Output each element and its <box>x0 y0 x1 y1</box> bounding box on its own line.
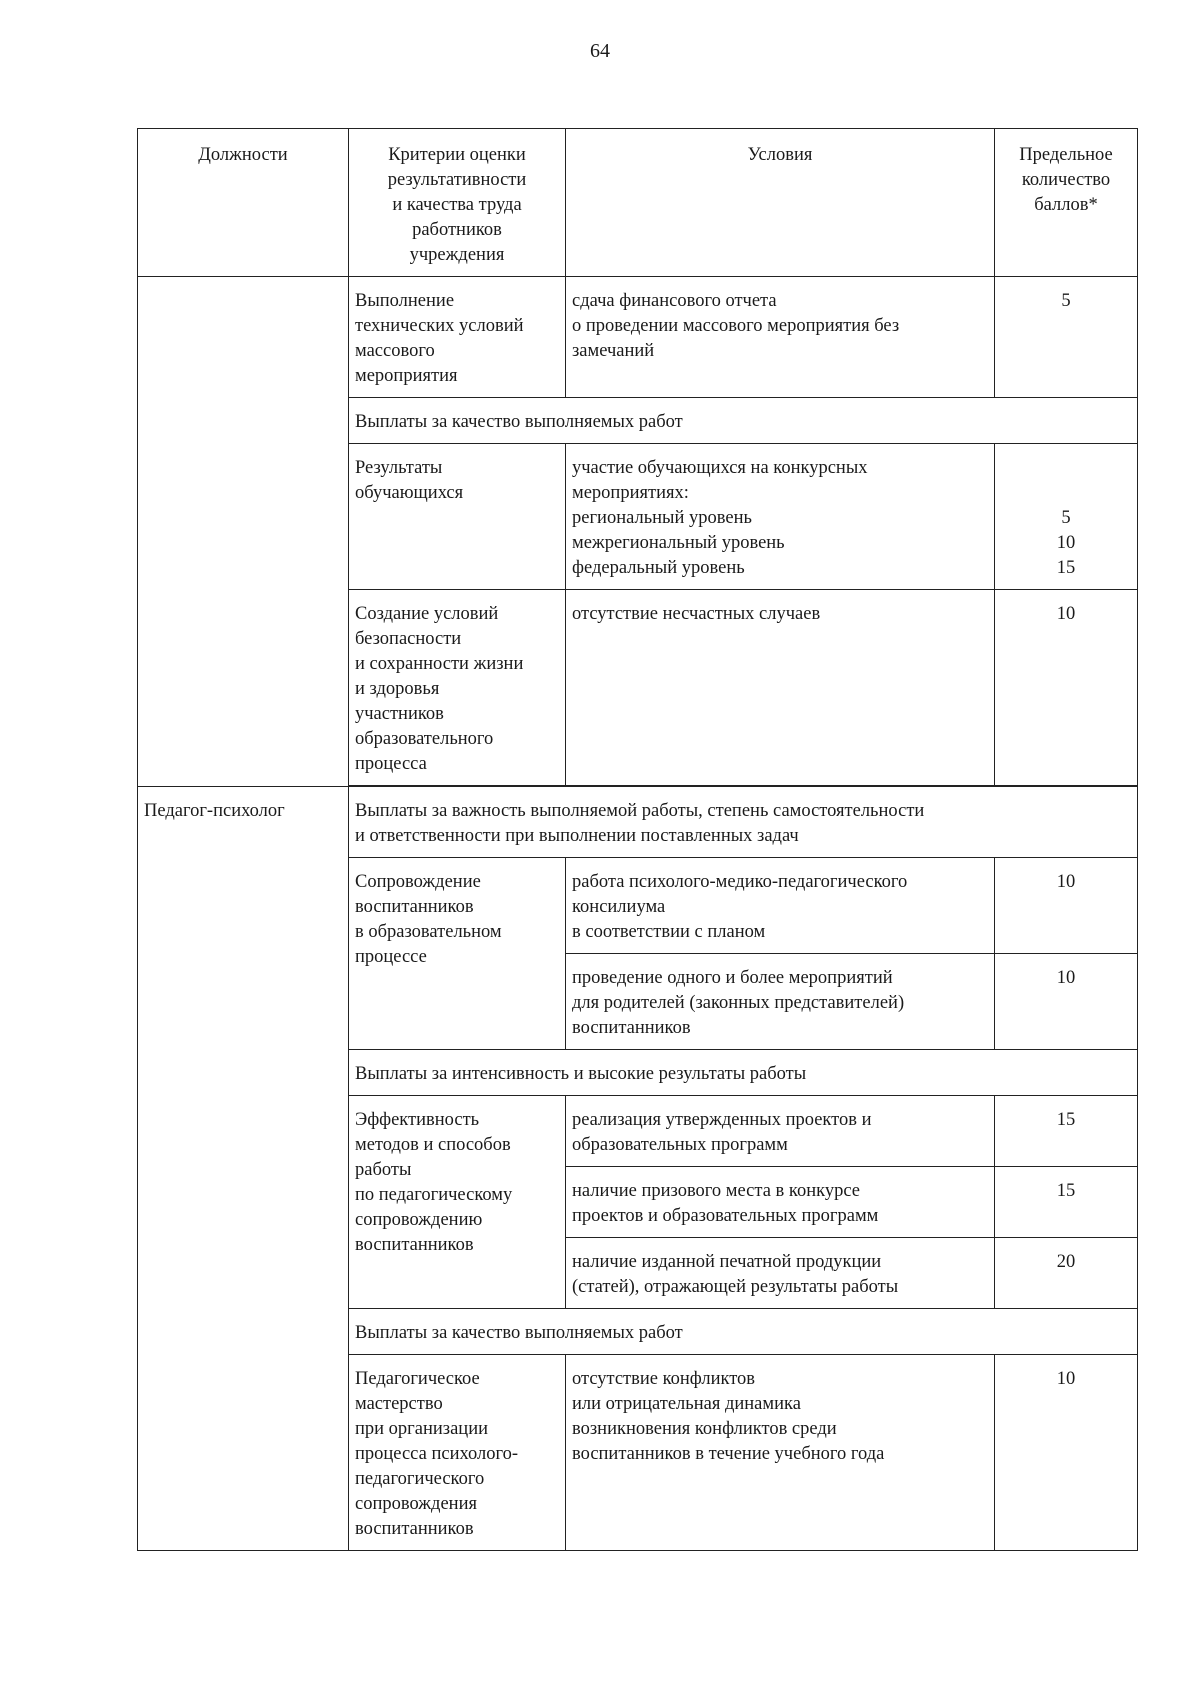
condition-cell <box>566 277 995 398</box>
condition-cell <box>566 590 995 786</box>
criterion-line: воспитанников <box>355 1519 474 1539</box>
condition-line: сдача финансового отчета <box>572 291 777 311</box>
criterion-line: Педагогическое <box>355 1369 480 1389</box>
condition-cell <box>566 858 995 954</box>
condition-line: для родителей (законных представителей) <box>572 993 905 1013</box>
criterion-cell <box>349 1096 566 1309</box>
criterion-line: при организации <box>355 1419 488 1439</box>
header-criteria-line: учреждения <box>409 245 505 265</box>
section-row <box>138 787 1138 858</box>
condition-cell <box>566 954 995 1050</box>
criterion-line: обучающихся <box>355 483 464 503</box>
condition-line: проведение одного и более мероприятий <box>572 968 893 988</box>
header-criteria-line: работников <box>412 220 502 240</box>
header-conditions: Условия <box>566 129 995 277</box>
points-gap <box>1001 481 1131 506</box>
header-criteria-line: Критерии оценки <box>388 145 526 165</box>
table-header-row <box>138 129 1138 277</box>
condition-line: отсутствие несчастных случаев <box>572 604 821 624</box>
condition-line: отсутствие конфликтов <box>572 1369 756 1389</box>
criterion-line: участников <box>355 704 444 724</box>
header-position: Должности <box>138 129 349 277</box>
criterion-line: в образовательном <box>355 922 502 942</box>
points-cell: 15 <box>995 1167 1138 1238</box>
condition-line: наличие призового места в конкурсе <box>572 1181 860 1201</box>
points-cell: 15 <box>995 1096 1138 1167</box>
header-criteria-line: и качества труда <box>392 195 522 215</box>
points-cell: 10 <box>995 590 1138 786</box>
criterion-line: безопасности <box>355 629 462 649</box>
points-cell: 10 <box>995 858 1138 954</box>
points-cell: 10 <box>995 954 1138 1050</box>
condition-cell <box>566 1096 995 1167</box>
section-line: Выплаты за важность выполняемой работы, степень самостоятельности <box>355 801 925 821</box>
criterion-cell <box>349 858 566 1050</box>
position-cell: Педагог-психолог <box>138 787 349 1551</box>
condition-line: региональный уровень <box>572 508 752 528</box>
condition-line: проектов и образовательных программ <box>572 1206 879 1226</box>
points-gap <box>1001 456 1131 481</box>
header-points-line: Предельное <box>1019 145 1113 165</box>
points-cell: 5 <box>995 277 1138 398</box>
condition-line: возникновения конфликтов среди <box>572 1419 837 1439</box>
condition-line: межрегиональный уровень <box>572 533 785 553</box>
criterion-line: Выполнение <box>355 291 455 311</box>
table-row <box>138 277 1138 398</box>
criterion-line: по педагогическому <box>355 1185 513 1205</box>
condition-line: реализация утвержденных проектов и <box>572 1110 872 1130</box>
criterion-cell <box>349 1355 566 1551</box>
condition-line: образовательных программ <box>572 1135 788 1155</box>
criterion-cell <box>349 277 566 398</box>
condition-line: о проведении массового мероприятия без <box>572 316 900 336</box>
points-line: 15 <box>1056 558 1076 578</box>
criterion-line: и здоровья <box>355 679 440 699</box>
criterion-line: мастерство <box>355 1394 443 1414</box>
header-criteria <box>349 129 566 277</box>
points-line: 5 <box>1061 508 1071 528</box>
condition-line: консилиума <box>572 897 666 917</box>
criterion-line: сопровождению <box>355 1210 483 1230</box>
section-title: Выплаты за качество выполняемых работ <box>349 398 1138 444</box>
section-title: Выплаты за интенсивность и высокие результаты работы <box>349 1050 1138 1096</box>
header-points-line: баллов* <box>1034 195 1098 215</box>
points-cell: 10 <box>995 1355 1138 1551</box>
criterion-line: воспитанников <box>355 1235 474 1255</box>
condition-line: федеральный уровень <box>572 558 745 578</box>
section-title: Выплаты за качество выполняемых работ <box>349 1309 1138 1355</box>
criterion-line: воспитанников <box>355 897 474 917</box>
criterion-line: сопровождения <box>355 1494 477 1514</box>
criterion-line: технических условий <box>355 316 524 336</box>
position-cell-empty <box>138 277 349 787</box>
points-line: 10 <box>1056 533 1076 553</box>
condition-line: замечаний <box>572 341 655 361</box>
condition-line: в соответствии с планом <box>572 922 766 942</box>
header-points <box>995 129 1138 277</box>
criterion-line: образовательного <box>355 729 494 749</box>
criterion-line: мероприятия <box>355 366 458 386</box>
condition-line: или отрицательная динамика <box>572 1394 801 1414</box>
condition-line: мероприятиях: <box>572 483 689 503</box>
criterion-line: процессе <box>355 947 427 967</box>
criterion-line: педагогического <box>355 1469 485 1489</box>
criterion-line: процесса <box>355 754 427 774</box>
condition-cell <box>566 1167 995 1238</box>
condition-line: наличие изданной печатной продукции <box>572 1252 882 1272</box>
header-points-line: количество <box>1021 170 1111 190</box>
criterion-cell <box>349 444 566 590</box>
criterion-line: Сопровождение <box>355 872 481 892</box>
condition-line: (статей), отражающей результаты работы <box>572 1277 899 1297</box>
criterion-line: Эффективность <box>355 1110 480 1130</box>
condition-cell <box>566 1238 995 1309</box>
condition-line: работа психолого-медико-педагогического <box>572 872 908 892</box>
condition-cell <box>566 444 995 590</box>
criterion-line: работы <box>355 1160 412 1180</box>
criterion-line: и сохранности жизни <box>355 654 524 674</box>
section-line: и ответственности при выполнении поставленных задач <box>355 826 799 846</box>
condition-line: воспитанников в течение учебного года <box>572 1444 885 1464</box>
criterion-cell <box>349 590 566 786</box>
criterion-line: процесса психолого- <box>355 1444 519 1464</box>
criteria-table <box>137 128 1138 1551</box>
section-title <box>349 787 1138 858</box>
points-cell <box>995 444 1138 590</box>
criterion-line: массового <box>355 341 435 361</box>
criterion-line: Создание условий <box>355 604 499 624</box>
condition-line: участие обучающихся на конкурсных <box>572 458 868 478</box>
criterion-line: методов и способов <box>355 1135 511 1155</box>
criterion-line: Результаты <box>355 458 443 478</box>
condition-line: воспитанников <box>572 1018 691 1038</box>
header-criteria-line: результативности <box>387 170 527 190</box>
condition-cell <box>566 1355 995 1551</box>
points-cell: 20 <box>995 1238 1138 1309</box>
page-number: 64 <box>590 40 610 62</box>
